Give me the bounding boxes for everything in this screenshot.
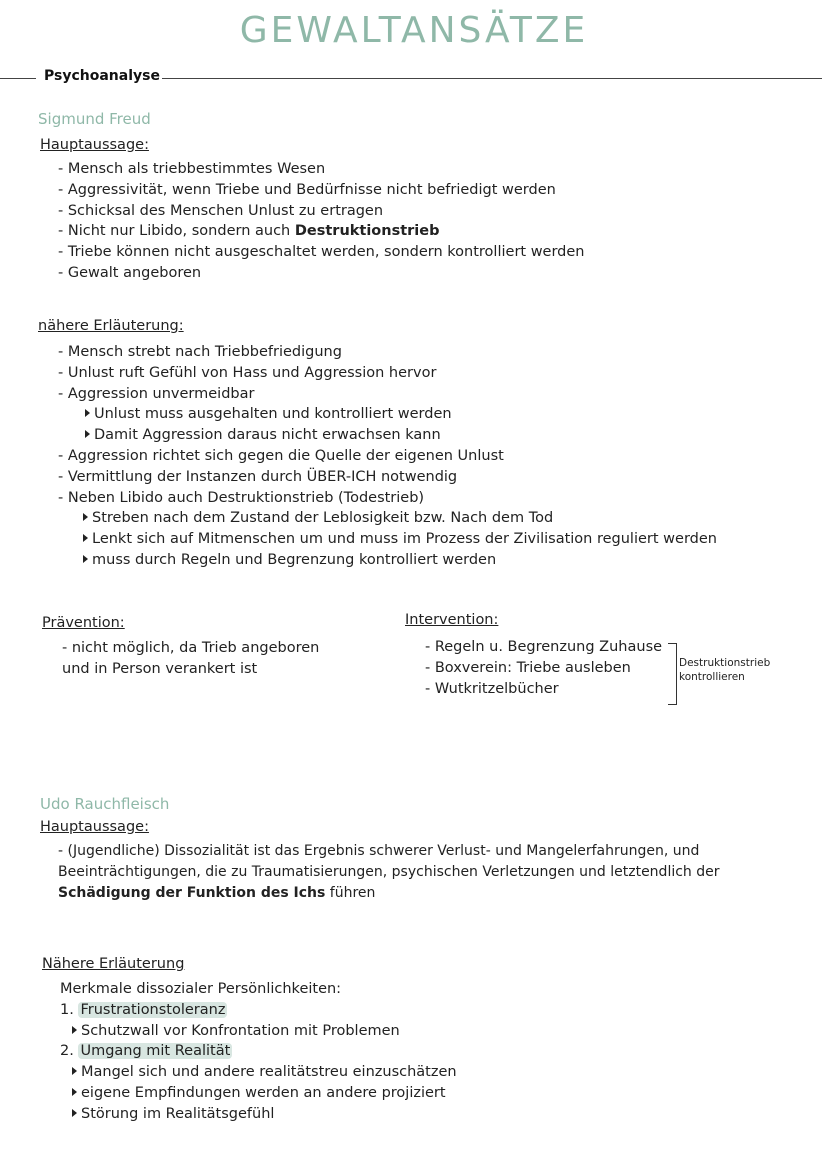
list-item: und in Person verankert ist [62, 660, 258, 677]
rauchfleisch-erlaeuterung-heading: Nähere Erläuterung [42, 956, 185, 972]
numbered-item: 2. Umgang mit Realität [60, 1043, 231, 1060]
list-subitem: eigene Empfindungen werden an andere projiziert [60, 1083, 457, 1104]
triangle-bullet-icon [85, 430, 90, 438]
divider-rule-left [0, 78, 36, 79]
rauchfleisch-hauptaussage-heading: Hauptaussage: [40, 819, 149, 835]
list-item: - Mensch strebt nach Triebbefriedigung [58, 344, 342, 360]
list-item: - Wutkritzelbücher [425, 680, 559, 697]
brace-note: Destruktionstrieb kontrollieren [679, 657, 771, 683]
list-subitem: muss durch Regeln und Begrenzung kontrolliert werden [58, 550, 717, 571]
curly-brace [668, 643, 677, 705]
list-item [58, 221, 585, 242]
triangle-bullet-icon [72, 1067, 77, 1075]
list-item: - Vermittlung der Instanzen durch ÜBER-ICH notwendig [58, 468, 458, 485]
author-freud: Sigmund Freud [38, 110, 151, 128]
section-title: Psychoanalyse [44, 68, 160, 84]
triangle-bullet-icon [83, 534, 88, 542]
author-rauchfleisch: Udo Rauchfleisch [40, 795, 170, 813]
list-subitem: Unlust muss ausgehalten und kontrolliert werden [58, 404, 717, 425]
page-title: GEWALTANSÄTZE [239, 10, 589, 51]
list-subitem: Mangel sich und andere realitätstreu einzuschätzen [60, 1062, 457, 1083]
list-item: - Aggression richtet sich gegen die Quelle der eigenen Unlust [58, 447, 504, 464]
list-subitem: Störung im Realitätsgefühl [60, 1104, 457, 1125]
list-item: - Schicksal des Menschen Unlust zu ertragen [58, 202, 384, 219]
praevention-heading: Prävention: [42, 615, 125, 631]
paragraph-line: Schädigung der Funktion des Ichs führen [58, 884, 376, 901]
list-item: - Triebe können nicht ausgeschaltet werden, sondern kontrolliert werden [58, 244, 585, 261]
list-item: - Aggression unvermeidbar [58, 385, 255, 402]
list-item: - Boxverein: Triebe ausleben [425, 659, 631, 676]
list-item: - nicht möglich, da Trieb angeboren [62, 640, 320, 656]
libido-prefix: - Nicht nur Libido, sondern auch [58, 223, 295, 240]
divider-rule-right [158, 78, 822, 79]
freud-erlaeuterung-list [58, 342, 717, 571]
praevention-list [62, 638, 319, 680]
freud-erlaeuterung-heading: nähere Erläuterung: [38, 318, 184, 334]
list-item: - Gewalt angeboren [58, 264, 202, 281]
freud-hauptaussage-heading: Hauptaussage: [40, 137, 149, 153]
triangle-bullet-icon [72, 1088, 77, 1096]
highlighted-term: Umgang mit Realität [80, 1043, 231, 1060]
intervention-list [425, 637, 662, 699]
paragraph-line: Beeinträchtigungen, die zu Traumatisierungen, psychischen Verletzungen und letztendlich der [58, 863, 720, 880]
list-item: - Unlust ruft Gefühl von Hass und Aggression hervor [58, 364, 437, 381]
list-subitem: Streben nach dem Zustand der Leblosigkeit bzw. Nach dem Tod [58, 508, 717, 529]
triangle-bullet-icon [85, 409, 90, 417]
triangle-bullet-icon [72, 1109, 77, 1117]
triangle-bullet-icon [83, 513, 88, 521]
merkmale-label: Merkmale dissozialer Persönlichkeiten: [60, 981, 342, 997]
triangle-bullet-icon [72, 1026, 77, 1034]
triangle-bullet-icon [83, 555, 88, 563]
list-item: - Regeln u. Begrenzung Zuhause [425, 639, 663, 655]
list-subitem: Schutzwall vor Konfrontation mit Problemen [60, 1021, 457, 1042]
freud-hauptaussage-list [58, 159, 585, 284]
numbered-item: 1. Frustrationstoleranz [60, 1001, 226, 1018]
highlighted-term: Frustrationstoleranz [80, 1001, 226, 1018]
list-item: - Aggressivität, wenn Triebe und Bedürfnisse nicht befriedigt werden [58, 181, 556, 198]
libido-bold: Destruktionstrieb [294, 223, 440, 240]
rauchfleisch-erlaeuterung-list [60, 979, 457, 1125]
section-divider [0, 68, 822, 88]
rauchfleisch-hauptaussage [58, 841, 720, 903]
list-item: - Neben Libido auch Destruktionstrieb (Todestrieb) [58, 489, 425, 506]
list-subitem: Damit Aggression daraus nicht erwachsen kann [58, 425, 717, 446]
paragraph-line: - (Jugendliche) Dissozialität ist das Ergebnis schwerer Verlust- und Mangelerfahrungen, und [58, 843, 700, 859]
list-item: - Mensch als triebbestimmtes Wesen [58, 161, 326, 177]
list-subitem: Lenkt sich auf Mitmenschen um und muss im Prozess der Zivilisation reguliert werden [58, 529, 717, 550]
intervention-heading: Intervention: [405, 612, 499, 628]
